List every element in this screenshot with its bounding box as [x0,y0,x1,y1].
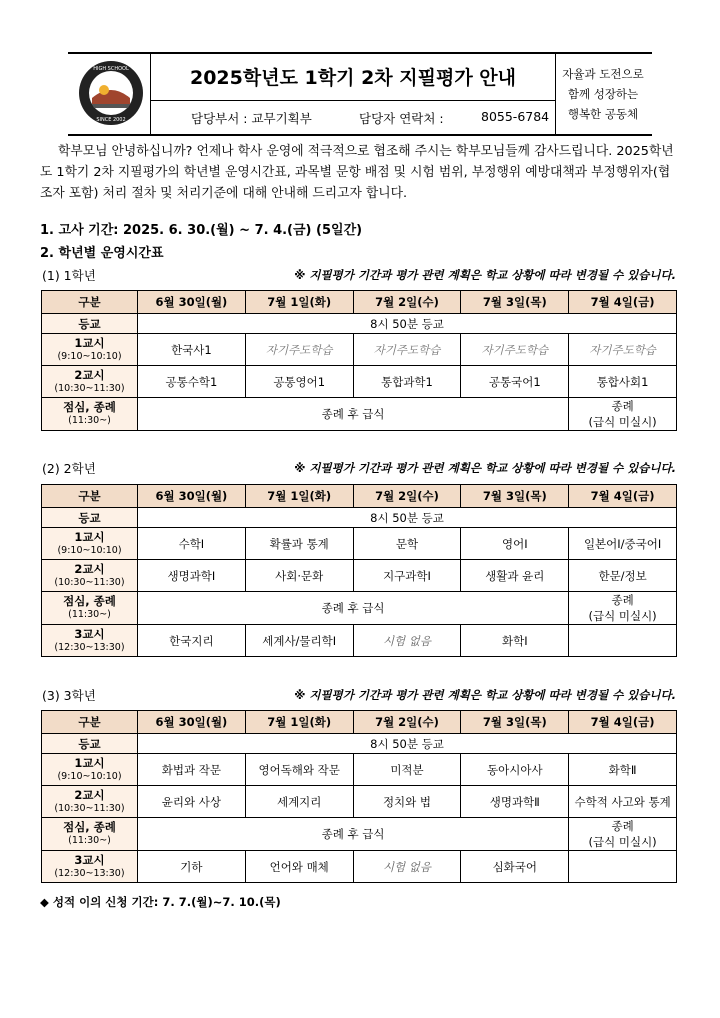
appeal-period-note [40,894,281,910]
col-header: 구분 [42,291,138,314]
title-box [150,54,556,134]
row-label: 점심, 종례 (11:30~) [42,818,138,851]
header-row [42,291,677,314]
lunch-friday: 종례 (급식 미실시) [569,398,677,431]
logo-top-text: HIGH SCHOOL [93,66,129,72]
col-header: 7월 1일(화) [245,711,353,734]
row-label: 등교 [42,734,138,754]
row-label: 점심, 종례 (11:30~) [42,592,138,625]
grade1-label: (1) 1학년 [42,268,96,283]
header-row [42,711,677,734]
row-label: 2교시 (10:30~11:30) [42,786,138,818]
period1-row [42,334,677,366]
grade2-label: (2) 2학년 [42,461,96,476]
col-header: 6월 30일(월) [138,485,246,508]
subject-cell: 화학Ⅰ [461,625,569,657]
row-label: 3교시 (12:30~13:30) [42,625,138,657]
title-divider [151,100,555,101]
arrival-row [42,508,677,528]
header-row [42,485,677,508]
col-header: 7월 1일(화) [245,291,353,314]
col-header: 7월 3일(목) [461,291,569,314]
grade1-timetable [41,290,677,431]
lunch-friday: 종례 (급식 미실시) [569,592,677,625]
subject-cell: 자기주도학습 [245,334,353,366]
col-header: 7월 4일(금) [569,711,677,734]
subject-cell: 공통영어1 [245,366,353,398]
motto-line-1: 자율과 도전으로 [562,67,644,81]
row-label: 등교 [42,508,138,528]
contact-label: 담당자 연락처 : [359,111,444,126]
school-motto [554,64,652,124]
subject-cell: 언어와 매체 [245,851,353,883]
subject-cell: 화학Ⅱ [569,754,677,786]
col-header: 구분 [42,711,138,734]
lunch-row [42,818,677,851]
subject-cell: 생활과 윤리 [461,560,569,592]
intro-paragraph: 학부모님 안녕하십니까? 언제나 학사 운영에 적극적으로 협조해 주시는 학부모님들께 감사드립니다. 2025학년도 1학기 2차 지필평가의 학년별 운영시간표, 과목별 문항 배점 및 시험 범위, 부정행위 예방대책과 부정행위자(협조자 포함) 처리 절차 및 처리기준에 대해 안내해 드리고자 합니다. [40,144,674,201]
bullet-icon: ◆ [40,895,53,909]
subject-cell: 심화국어 [461,851,569,883]
subject-cell: 확률과 통계 [245,528,353,560]
row-label: 2교시 (10:30~11:30) [42,366,138,398]
subject-cell: 세계사/물리학Ⅰ [245,625,353,657]
subject-cell: 한문/정보 [569,560,677,592]
contact-number: 8055-6784 [481,109,550,124]
col-header: 구분 [42,485,138,508]
grade3-label: (3) 3학년 [42,688,96,703]
arrival-time: 8시 50분 등교 [138,314,677,334]
subject-cell: 문학 [353,528,461,560]
appeal-period-text: 성적 이의 신청 기간: 7. 7.(월)~7. 10.(목) [52,895,281,909]
subject-cell: 시험 없음 [353,851,461,883]
subject-cell [569,851,677,883]
col-header: 7월 3일(목) [461,711,569,734]
subject-cell: 화법과 작문 [138,754,246,786]
arrival-time: 8시 50분 등교 [138,508,677,528]
subject-cell: 수학적 사고와 통계 [569,786,677,818]
lunch-note: 종례 후 급식 [138,398,569,431]
grade2-timetable [41,484,677,657]
row-label: 등교 [42,314,138,334]
col-header: 7월 3일(목) [461,485,569,508]
period2-row [42,560,677,592]
header [68,52,652,136]
col-header: 7월 4일(금) [569,291,677,314]
subject-cell: 한국사1 [138,334,246,366]
subject-cell: 사회·문화 [245,560,353,592]
row-label: 1교시 (9:10~10:10) [42,528,138,560]
lunch-row [42,592,677,625]
lunch-note: 종례 후 급식 [138,592,569,625]
lunch-note: 종례 후 급식 [138,818,569,851]
col-header: 7월 2일(수) [353,711,461,734]
subject-cell [569,625,677,657]
motto-line-3: 행복한 공동체 [567,107,639,121]
subject-cell: 동아시아사 [461,754,569,786]
period3-row [42,625,677,657]
col-header: 6월 30일(월) [138,711,246,734]
motto-line-2: 함께 성장하는 [567,87,639,101]
col-header: 6월 30일(월) [138,291,246,314]
period2-row [42,786,677,818]
logo-bottom-text: SINCE 2002 [96,117,126,123]
subject-cell: 통합과학1 [353,366,461,398]
subject-cell: 시험 없음 [353,625,461,657]
arrival-row [42,734,677,754]
subject-cell: 기하 [138,851,246,883]
page-title: 2025학년도 1학기 2차 지필평가 안내 [189,67,517,89]
arrival-row [42,314,677,334]
subject-cell: 생명과학Ⅰ [138,560,246,592]
subject-cell: 지구과학Ⅰ [353,560,461,592]
arrival-time: 8시 50분 등교 [138,734,677,754]
grade2-note: ※ 지필평가 기간과 평가 관련 계획은 학교 상황에 따라 변경될 수 있습니다. [294,461,676,475]
subject-cell: 영어Ⅰ [461,528,569,560]
subject-cell: 정치와 법 [353,786,461,818]
row-label: 점심, 종례 (11:30~) [42,398,138,431]
timetable-heading: 2. 학년별 운영시간표 [40,246,164,261]
row-label: 1교시 (9:10~10:10) [42,334,138,366]
grade3-timetable [41,710,677,883]
period1-row [42,754,677,786]
subject-cell: 수학Ⅰ [138,528,246,560]
exam-period: 1. 고사 기간: 2025. 6. 30.(월) ~ 7. 4.(금) (5일간) [40,223,363,238]
row-label: 2교시 (10:30~11:30) [42,560,138,592]
subject-cell: 일본어Ⅰ/중국어Ⅰ [569,528,677,560]
col-header: 7월 4일(금) [569,485,677,508]
period3-row [42,851,677,883]
subject-cell: 자기주도학습 [569,334,677,366]
subject-cell: 생명과학Ⅱ [461,786,569,818]
subject-cell: 세계지리 [245,786,353,818]
subject-cell: 자기주도학습 [461,334,569,366]
subject-cell: 자기주도학습 [353,334,461,366]
period1-row [42,528,677,560]
department: 담당부서 : 교무기획부 [191,111,312,126]
subject-cell: 한국지리 [138,625,246,657]
subject-cell: 통합사회1 [569,366,677,398]
subject-cell: 미적분 [353,754,461,786]
period2-row [42,366,677,398]
grade1-note: ※ 지필평가 기간과 평가 관련 계획은 학교 상황에 따라 변경될 수 있습니다. [294,268,676,282]
subject-cell: 영어독해와 작문 [245,754,353,786]
subject-cell: 윤리와 사상 [138,786,246,818]
lunch-friday: 종례 (급식 미실시) [569,818,677,851]
row-label: 1교시 (9:10~10:10) [42,754,138,786]
col-header: 7월 1일(화) [245,485,353,508]
school-logo-icon [78,60,144,126]
col-header: 7월 2일(수) [353,485,461,508]
col-header: 7월 2일(수) [353,291,461,314]
grade3-note: ※ 지필평가 기간과 평가 관련 계획은 학교 상황에 따라 변경될 수 있습니다. [294,688,676,702]
lunch-row [42,398,677,431]
subject-cell: 공통국어1 [461,366,569,398]
subject-cell: 공통수학1 [138,366,246,398]
row-label: 3교시 (12:30~13:30) [42,851,138,883]
